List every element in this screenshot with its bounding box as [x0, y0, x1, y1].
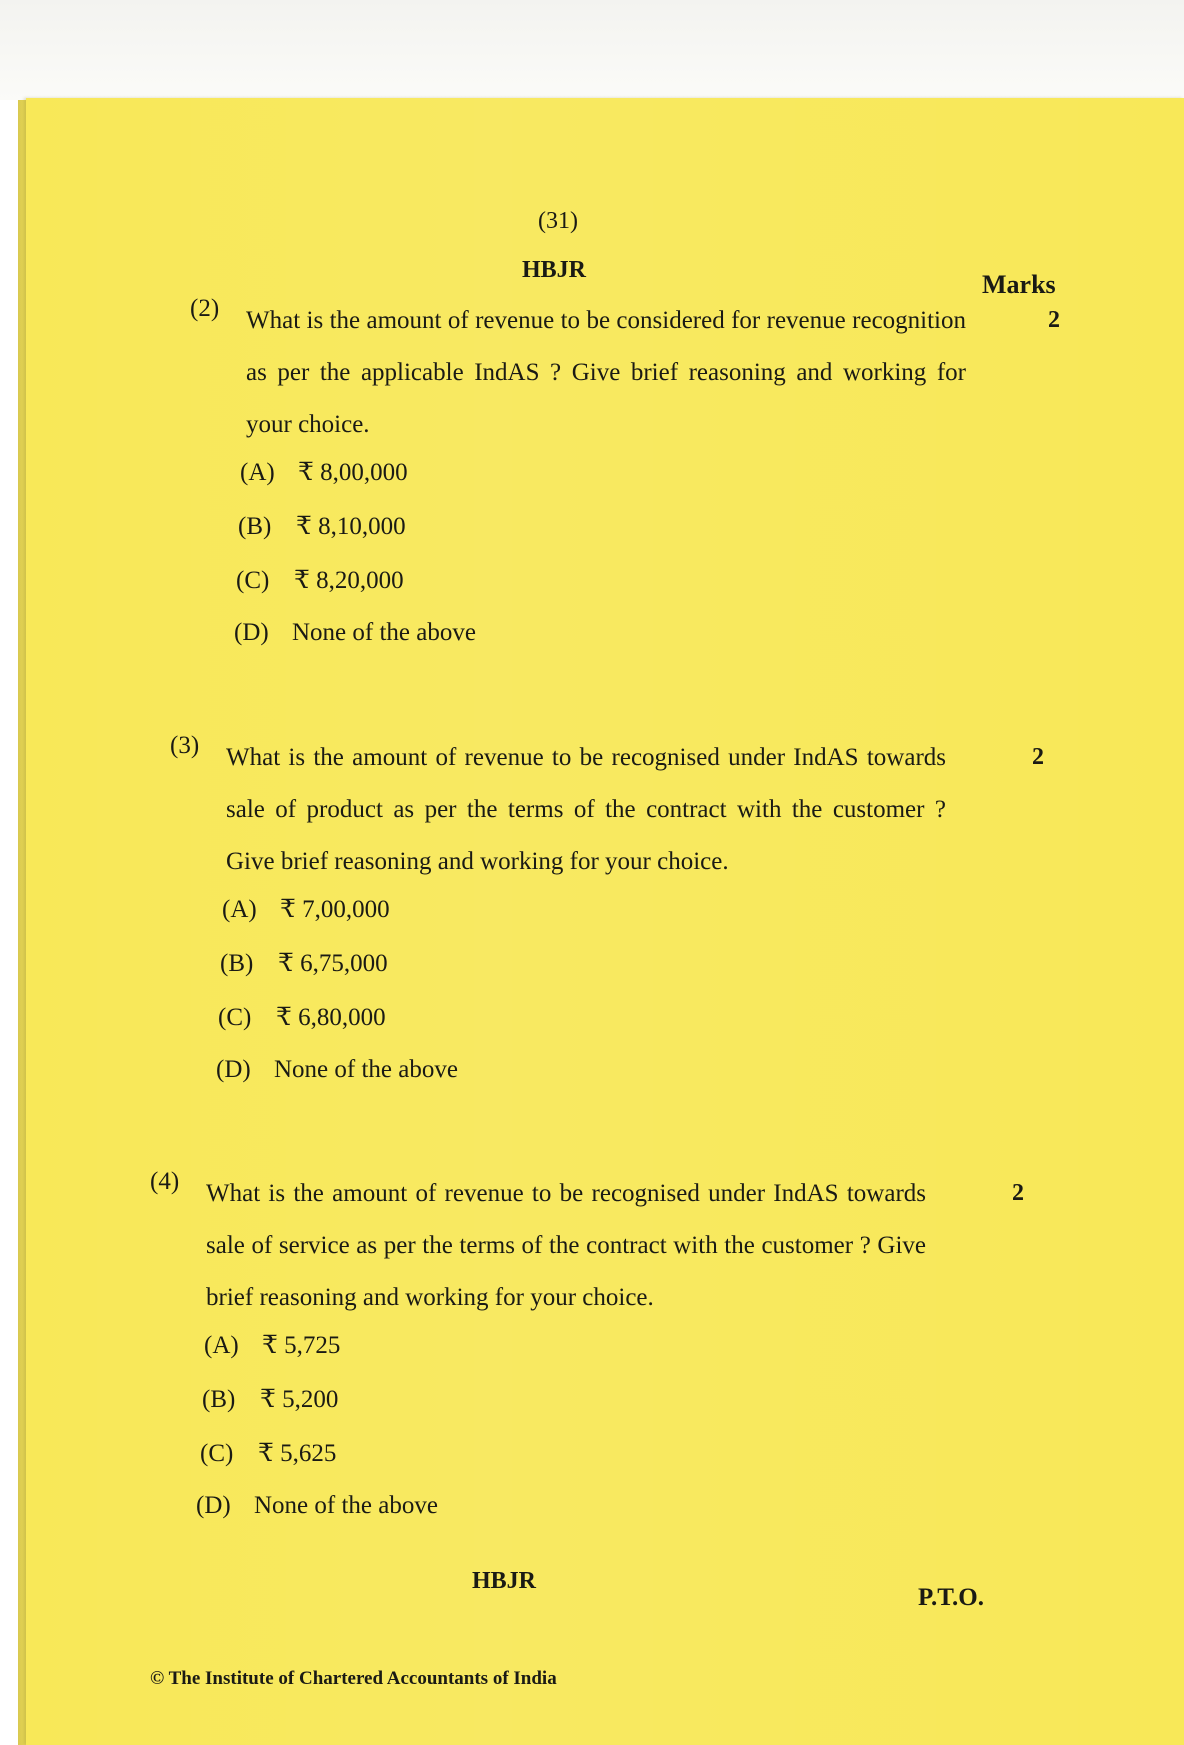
option-label: (C) [200, 1440, 234, 1467]
option-label: (D) [234, 619, 269, 646]
option-a [204, 1330, 340, 1360]
question-marks: 2 [1048, 307, 1060, 333]
question-text: What is the amount of revenue to be considered for revenue recognition as per the applicable IndAS ? Give brief reasoning and working for your choice. [246, 307, 966, 438]
option-value: None of the above [254, 1492, 438, 1519]
option-value: ₹ 8,20,000 [294, 567, 404, 594]
option-b [238, 511, 406, 541]
option-value: ₹ 5,625 [258, 1440, 337, 1467]
option-value: None of the above [292, 619, 476, 646]
question-text: What is the amount of revenue to be recognised under IndAS towards sale of product as per the terms of the contract with the customer ? Give brief reasoning and working for your choice. [226, 744, 946, 875]
option-a [222, 894, 390, 924]
copyright-notice: © The Institute of Chartered Accountants of India [150, 1668, 557, 1689]
option-value: ₹ 6,80,000 [276, 1004, 386, 1031]
question-number: (4) [150, 1168, 180, 1195]
option-b [220, 948, 388, 978]
option-value: ₹ 6,75,000 [278, 950, 388, 977]
question-number: (3) [170, 732, 200, 759]
option-label: (A) [222, 896, 257, 923]
option-label: (A) [204, 1332, 239, 1359]
please-turn-over: P.T.O. [918, 1584, 984, 1611]
question-marks: 2 [1032, 744, 1044, 770]
option-a [240, 457, 408, 487]
paper-code-footer: HBJR [472, 1568, 537, 1594]
question-text: What is the amount of revenue to be recognised under IndAS towards sale of service as per the terms of the contract with the customer ? Give brief reasoning and working for your choice. [206, 1180, 926, 1311]
option-value: None of the above [274, 1056, 458, 1083]
option-d [234, 619, 476, 647]
option-label: (A) [240, 459, 275, 486]
option-label: (B) [220, 950, 254, 977]
option-label: (C) [236, 567, 270, 594]
question-number: (2) [190, 295, 220, 322]
option-label: (D) [196, 1492, 231, 1519]
option-value: ₹ 8,00,000 [298, 459, 408, 486]
option-b [202, 1384, 338, 1414]
option-c [218, 1002, 386, 1032]
option-c [200, 1438, 336, 1468]
option-label: (C) [218, 1004, 252, 1031]
option-label: (B) [202, 1386, 236, 1413]
option-d [216, 1056, 458, 1084]
marks-column-heading: Marks [982, 270, 1056, 299]
option-label: (D) [216, 1056, 251, 1083]
option-value: ₹ 7,00,000 [280, 896, 390, 923]
option-value: ₹ 5,725 [262, 1332, 341, 1359]
option-label: (B) [238, 513, 272, 540]
question-marks: 2 [1012, 1180, 1024, 1206]
page-number: (31) [538, 208, 578, 234]
option-d [196, 1492, 438, 1520]
option-value: ₹ 5,200 [260, 1386, 339, 1413]
option-value: ₹ 8,10,000 [296, 513, 406, 540]
scan-top-margin [0, 0, 1184, 100]
paper-code-header: HBJR [522, 257, 587, 283]
option-c [236, 565, 404, 595]
